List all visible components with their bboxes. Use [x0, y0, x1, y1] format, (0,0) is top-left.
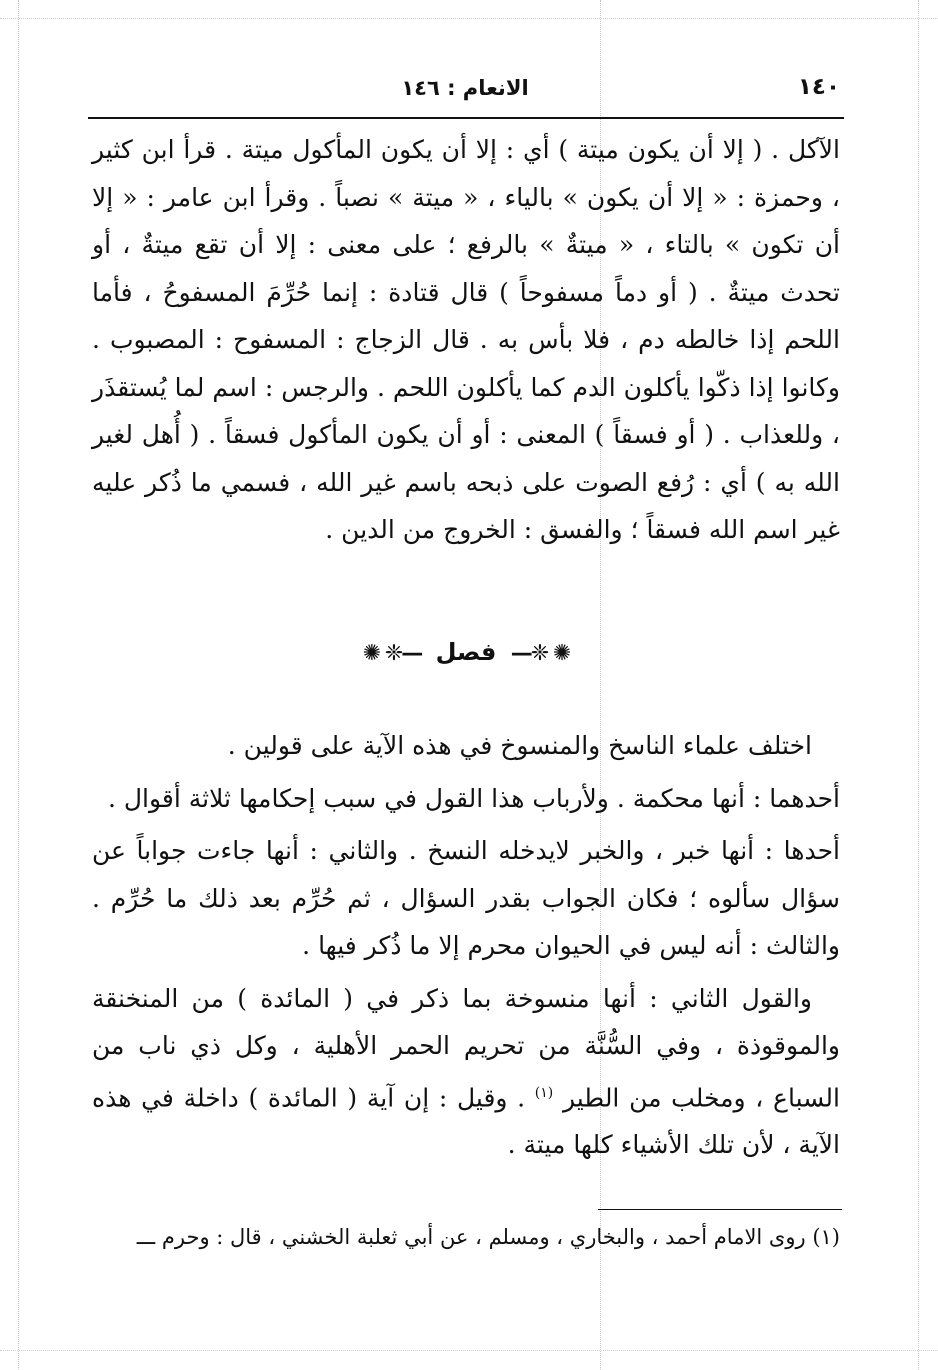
paragraph-text: والقول الثاني : أنها منسوخة بما ذكر في ( المائدة ) من المنخنقة والموقوذة ، وفي السُّنَّة من تحريم الحمر الأهلية ، وكل ذي ناب من السباع ، ومخلب من الطير [92, 983, 840, 1112]
scan-guide-bottom [0, 1350, 938, 1351]
footnote-rule [598, 1209, 842, 1210]
ornament-right: ✺ ❈— [510, 640, 570, 666]
footnote-reference[interactable]: (١) [534, 1084, 554, 1101]
ornament-left: —❈ ✺ [362, 640, 422, 666]
section-text [92, 722, 840, 1174]
page-header [90, 70, 840, 114]
running-title: الانعام : ١٤٦ [401, 76, 529, 100]
footnote: (١) روى الامام أحمد ، والبخاري ، ومسلم ، عن أبي ثعلبة الخشني ، قال : وحرم ـــ [136, 1225, 840, 1249]
section-title: فصل [435, 638, 497, 666]
scan-guide-top [0, 18, 938, 19]
scan-guide-right [918, 0, 919, 1370]
header-rule [88, 117, 844, 119]
page-number: ١٤٠ [797, 74, 840, 100]
paragraph: أحدها : أنها خبر ، والخبر لايدخله النسخ . والثاني : أنها جاءت جواباً عن سؤال سألوه ؛ فكان الجواب بقدر السؤال ، ثم حُرِّم بعد ذلك ما حُرِّم . والثالث : أنه ليس في الحيوان محرم إلا ما ذُكر فيها . [92, 836, 840, 960]
scan-guide-left [18, 0, 19, 1370]
paragraph-text-tail: . وقيل : إن آية ( المائدة ) داخلة في هذه الآية ، لأن تلك الأشياء كلها ميتة . [92, 1082, 840, 1160]
paragraph: الآكل . ( إلا أن يكون ميتة ) أي : إلا أن يكون المأكول ميتة . قرأ ابن كثير ، وحمزة : « إلا أن يكون » بالياء ، « ميتة » نصباً . وقرأ ابن عامر : « إلا أن تكون » بالتاء ، « ميتةٌ » بالرفع ؛ على معنى : إلا أن تقع ميتةٌ ، أو تحدث ميتةٌ . ( أو دماً مسفوحاً ) قال قتادة : إنما حُرِّمَ المسفوحُ ، فأما اللحم إذا خالطه دم ، فلا بأس به . قال الزجاج : المسفوح : المصبوب . وكانوا إذا ذكّوا يأكلون الدم كما يأكلون اللحم . والرجس : اسم لما يُستقذَر ، وللعذاب . ( أو فسقاً ) المعنى : أو أن يكون المأكول فسقاً . ( أُهل لغير الله به ) أي : رُفع الصوت على ذبحه باسم غير الله ، فسمي ما ذُكر عليه غير اسم الله فسقاً ؛ والفسق : الخروج من الدين . [92, 135, 840, 544]
paragraph: اختلف علماء الناسخ والمنسوخ في هذه الآية على قولين . [227, 731, 812, 760]
paragraph [92, 975, 840, 1169]
section-heading [92, 638, 840, 688]
commentary-text [92, 126, 840, 554]
paragraph: أحدهما : أنها محكمة . ولأرباب هذا القول في سبب إحكامها ثلاثة أقوال . [107, 783, 840, 813]
